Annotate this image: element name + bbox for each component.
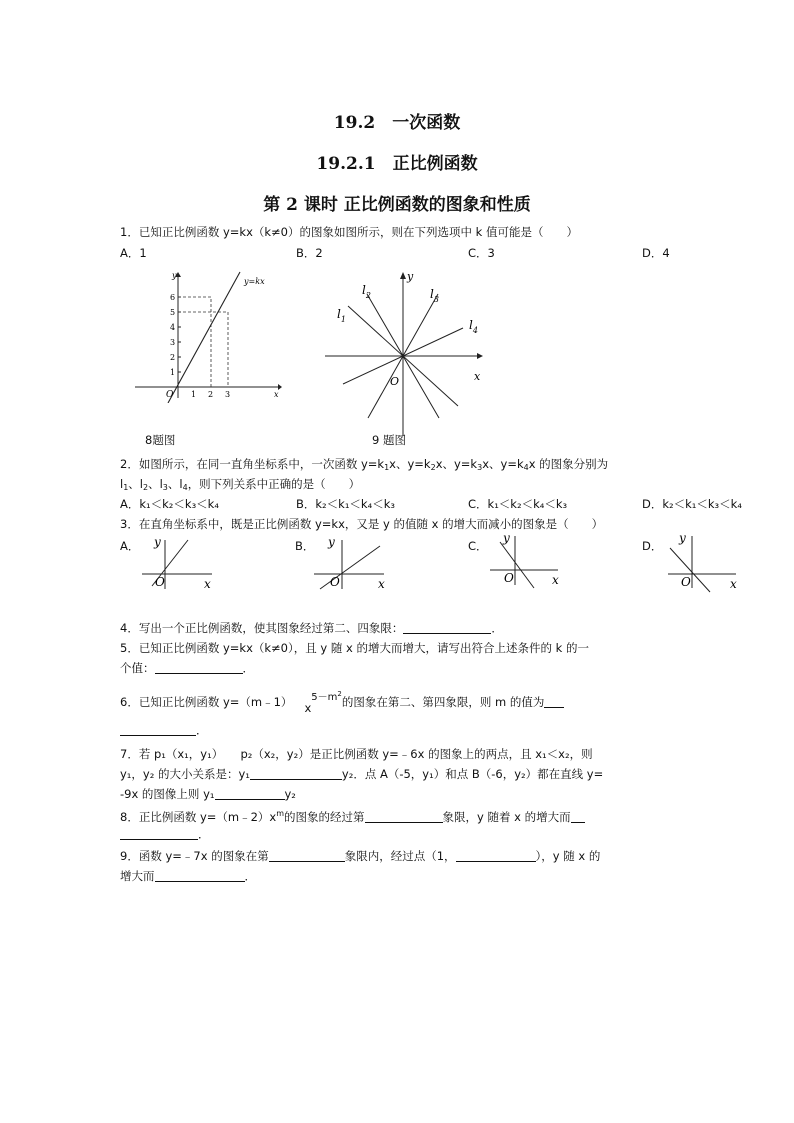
q4-answer-blank[interactable] — [403, 621, 491, 634]
q8-answer-blank-b[interactable] — [571, 810, 585, 823]
question-8: 8．正比例函数 $y=(m﹣2)x^m$的图象的经过第 象限，y 随着 x 的增大而 — [120, 806, 585, 825]
q3-graph-a[interactable] — [140, 534, 220, 594]
svg-text:O: O — [166, 390, 174, 400]
svg-text:y: y — [503, 531, 510, 545]
svg-text:x: x — [204, 577, 211, 591]
q2-option-c[interactable]: C．k₁＜k₂＜k₄＜k₃ — [468, 497, 568, 511]
q7-answer-blank-a[interactable] — [250, 767, 342, 780]
q1-option-c[interactable]: C．3 — [468, 246, 495, 260]
q7-answer-blank-b[interactable] — [215, 787, 285, 800]
figure-9-graph — [320, 266, 490, 446]
q3-graph-d[interactable] — [666, 530, 746, 594]
question-6-line2: ． — [120, 722, 208, 738]
question-8-line2: ． — [120, 826, 210, 842]
question-7-line3: -9x 的图像上则 y₁ y₂ — [120, 787, 296, 801]
question-2-stem-line2: $l_1$、$l_2$、$l_3$、$l_4$，则下列关系中正确的是（ ） — [120, 477, 361, 492]
q3-option-c[interactable]: C． — [468, 539, 488, 553]
svg-text:l1: $l_1$ — [337, 307, 346, 324]
svg-text:x: x — [274, 390, 279, 399]
svg-text:x: x — [378, 577, 385, 591]
q2-option-a[interactable]: A．k₁＜k₂＜k₃＜k₄ — [120, 497, 219, 511]
q1-option-a[interactable]: A．1 — [120, 246, 147, 260]
svg-text:O: O — [390, 375, 400, 388]
question-5-line1: 5．已知正比例函数 y=kx（k≠0），且 y 随 x 的增大而增大，请写出符合上述条件的 k 的一 — [120, 641, 589, 655]
svg-text:O: O — [330, 575, 340, 589]
q8-answer-blank-c[interactable] — [120, 827, 198, 840]
svg-text:O: O — [504, 571, 514, 585]
svg-text:x: x — [730, 577, 737, 591]
svg-text:y: y — [407, 270, 414, 283]
svg-text:6: 6 — [170, 293, 176, 302]
svg-text:l3: $l_3$ — [430, 287, 439, 304]
period-title: 第 2 课时 正比例函数的图象和性质 — [263, 195, 531, 215]
q6-answer-blank-a[interactable] — [544, 695, 564, 708]
svg-text:l4: $l_4$ — [469, 318, 478, 335]
q3-option-d[interactable]: D． — [642, 539, 663, 553]
svg-text:O: O — [155, 575, 165, 589]
question-6: 6．已知正比例函数 y=（m﹣1） $x5-m^2$的图象在第二、第四象限，则 m 的值为 — [120, 694, 564, 712]
question-3-stem: 3．在直角坐标系中，既是正比例函数 y=kx，又是 y 的值随 x 的增大而减小的图象是（ ） — [120, 517, 604, 531]
q3-graph-c[interactable] — [488, 530, 568, 590]
fig8-line-ykx — [168, 272, 240, 403]
question-9: 9．函数 y=﹣7x 的图象在第 象限内，经过点（1， ），y 随 x 的 — [120, 849, 601, 863]
svg-text:O: O — [681, 575, 691, 589]
q1-option-b[interactable]: B．2 — [296, 246, 323, 260]
svg-text:y: y — [172, 271, 177, 280]
q3-graph-b[interactable] — [312, 534, 392, 594]
q9-answer-blank-c[interactable] — [155, 869, 245, 882]
svg-text:2: 2 — [170, 353, 176, 362]
svg-text:4: 4 — [170, 323, 176, 332]
svg-text:2: 2 — [208, 390, 214, 399]
q2-option-b[interactable]: B．k₂＜k₁＜k₄＜k₃ — [296, 497, 395, 511]
svg-text:x: x — [552, 573, 559, 587]
question-9-line2: 增大而 ． — [120, 869, 256, 883]
question-7-line2: y₁，y₂ 的大小关系是：y₁ y₂．点 A（-5，y₁）和点 B（-6，y₂）都在直线 y= — [120, 767, 604, 781]
svg-text:y: y — [328, 535, 335, 549]
q9-answer-blank-a[interactable] — [269, 849, 345, 862]
question-2-stem: 2．如图所示，在同一直角坐标系中，一次函数 $y=k_1x$、$y=k_2x$、$y=k_3x$、$y=k_4x$ 的图象分别为 — [120, 457, 609, 472]
q3-option-a[interactable]: A． — [120, 539, 140, 553]
question-7-line1: 7．若 p₁（x₁，y₁） p₂（x₂，y₂）是正比例函数 y=﹣6x 的图象上的两点，且 x₁＜x₂，则 — [120, 747, 593, 761]
svg-text:1: 1 — [191, 390, 197, 399]
q2-option-d[interactable]: D．k₂＜k₁＜k₃＜k₄ — [642, 497, 742, 511]
svg-text:5: 5 — [170, 308, 176, 317]
q8-answer-blank-a[interactable] — [365, 810, 443, 823]
figure-8-graph — [130, 268, 285, 403]
q1-option-d[interactable]: D．4 — [642, 246, 670, 260]
question-1-stem: 1．已知正比例函数 y=kx（k≠0）的图象如图所示，则在下列选项中 k 值可能是（ ） — [120, 225, 578, 239]
svg-text:l2: $l_2$ — [362, 283, 371, 300]
q9-answer-blank-b[interactable] — [456, 849, 536, 862]
svg-text:y: y — [154, 535, 161, 549]
svg-text:3: 3 — [170, 338, 176, 347]
question-5-line2: 个值： ． — [120, 661, 254, 675]
lesson-title: 19.2 一次函数 — [333, 113, 461, 133]
q6-answer-blank-b[interactable] — [120, 723, 196, 736]
section-title: 19.2.1 正比例函数 — [316, 154, 478, 174]
fig8-line-label: y=kx — [244, 277, 265, 286]
figure-8-caption: 8题图 — [145, 433, 176, 447]
question-4: 4．写出一个正比例函数，使其图象经过第二、四象限： ． — [120, 621, 503, 635]
figure-9-caption: 9 题图 — [372, 433, 406, 447]
svg-text:1: 1 — [170, 368, 176, 377]
svg-text:3: 3 — [225, 390, 231, 399]
q5-answer-blank[interactable] — [155, 661, 243, 674]
svg-text:x: x — [474, 370, 481, 383]
svg-text:y: y — [679, 531, 686, 545]
q3-option-b[interactable]: B． — [295, 539, 315, 553]
